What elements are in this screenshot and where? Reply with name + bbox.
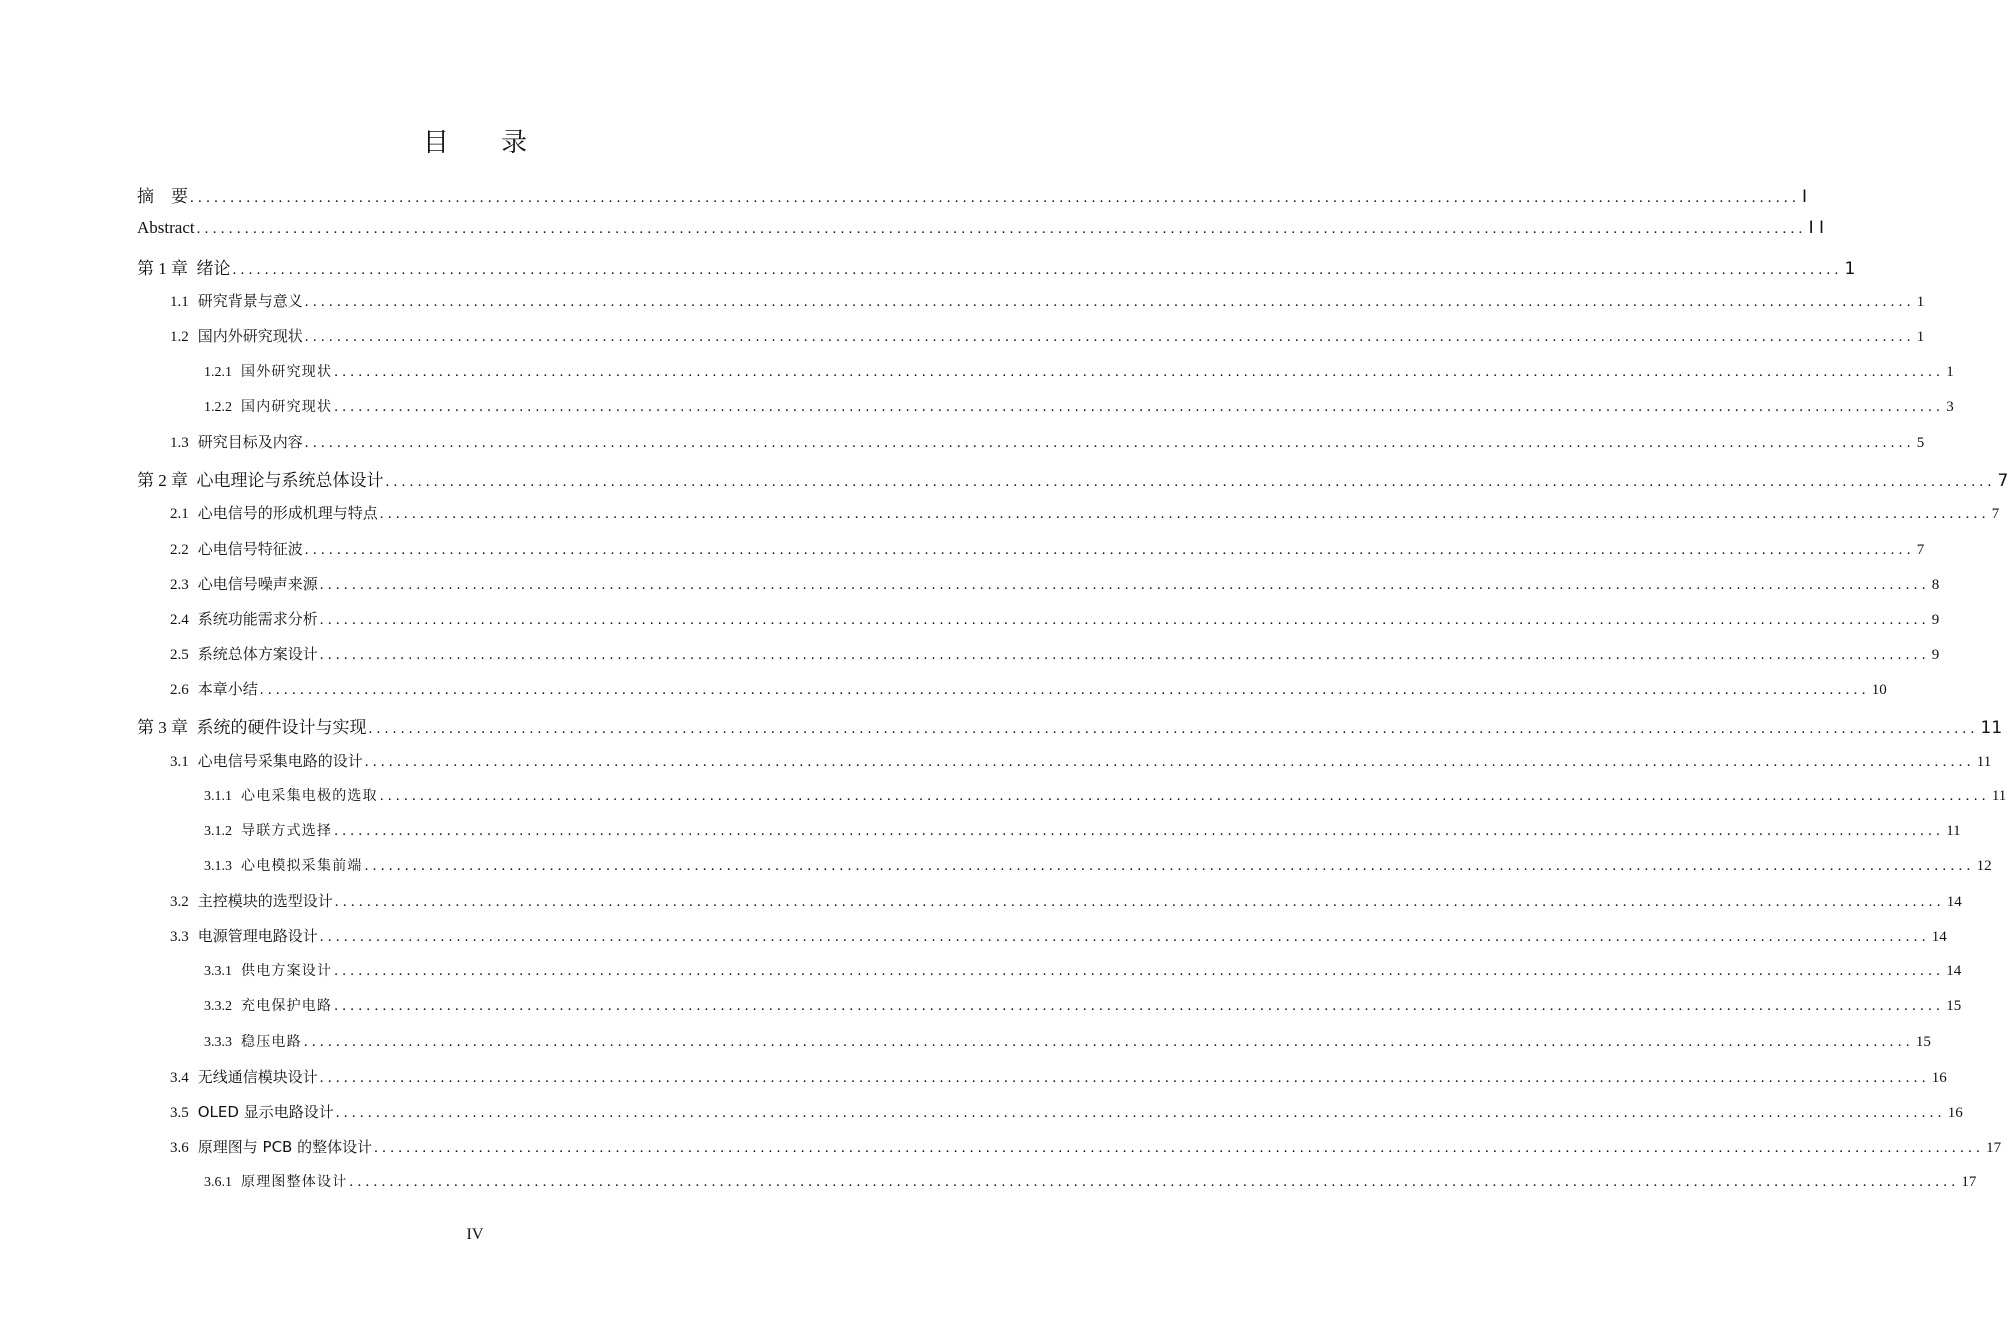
toc-entry-page: 5 <box>1916 435 1925 451</box>
toc-entry[interactable] <box>170 1136 2002 1157</box>
toc-entry-label <box>170 573 318 594</box>
toc-entry-label <box>170 502 378 523</box>
toc-entry-number: 3.1.3 <box>204 859 232 874</box>
toc-entry-number: 1.1 <box>170 294 189 310</box>
toc-entry-number: 1.2.2 <box>204 400 232 415</box>
toc-entry-label <box>137 254 231 279</box>
toc-entry-page: 11 <box>1976 754 1992 770</box>
toc-entry-title: 绪论 <box>196 259 231 279</box>
toc-entry-label <box>137 218 195 238</box>
toc-leader-dots: ........................................................................................................................................................................................................ <box>304 435 1915 451</box>
toc-entry-title: 心电理论与系统总体设计 <box>196 471 384 491</box>
toc-leader-dots: ........................................................................................................................................................................................................ <box>364 754 1975 770</box>
toc-entry-title: 充电保护电路 <box>241 998 333 1014</box>
toc-entry-number: 2.6 <box>170 682 189 698</box>
toc-entry[interactable] <box>137 218 1825 238</box>
toc-entry-title: 心电信号采集电路的设计 <box>197 752 363 770</box>
toc-entry-page: 16 <box>1931 1070 1947 1086</box>
toc-leader-dots: ........................................................................................................................................................................................................ <box>304 294 1915 310</box>
toc-entry-title: 摘 要 <box>137 187 188 207</box>
toc-entry-page: 7 <box>1997 471 2008 491</box>
toc-leader-dots: ........................................................................................................................................................................................................ <box>349 1174 1960 1190</box>
toc-entry[interactable] <box>137 466 2008 491</box>
toc-entry-number: 3.5 <box>170 1105 189 1121</box>
toc-entry[interactable] <box>170 925 1947 946</box>
toc-entry-page: 7 <box>1916 542 1925 558</box>
toc-entry-title: 系统功能需求分析 <box>197 610 318 628</box>
toc-leader-dots: ........................................................................................................................................................................................................ <box>190 190 1800 206</box>
toc-entry-page: 11 <box>1946 823 1961 839</box>
toc-entry-title: 系统总体方案设计 <box>197 645 318 663</box>
toc-entry-page: 11 <box>1991 788 2007 804</box>
toc-entry-number: 2.1 <box>170 506 189 522</box>
toc-entry-page: 3 <box>1946 399 1954 415</box>
toc-entry-title: 稳压电路 <box>241 1034 302 1050</box>
toc-entry-label <box>170 678 258 699</box>
toc-leader-dots: ........................................................................................................................................................................................................ <box>334 963 1945 979</box>
toc-entry-page: 14 <box>1946 894 1962 910</box>
toc-leader-dots: ........................................................................................................................................................................................................ <box>379 506 1990 522</box>
toc-entry-label <box>170 538 303 559</box>
toc-entry-label <box>204 361 332 381</box>
toc-entry-page: 1 <box>1844 259 1856 279</box>
toc-entry-label <box>170 750 363 771</box>
toc-entry-title: 心电信号的形成机理与特点 <box>197 504 378 522</box>
page-footer-number: IV <box>466 1226 484 1243</box>
toc-entry-title: 国内研究现状 <box>241 399 333 415</box>
toc-entry[interactable] <box>204 361 1954 381</box>
toc-entry[interactable] <box>170 573 1940 594</box>
toc-entry-label <box>170 325 303 346</box>
toc-entry-page: I <box>1802 187 1808 207</box>
toc-entry-label <box>137 466 384 491</box>
toc-title: 目 录 <box>422 128 550 158</box>
toc-entry[interactable] <box>170 431 1925 452</box>
toc-entry[interactable] <box>170 890 1962 911</box>
toc-entry[interactable] <box>204 960 1962 980</box>
toc-leader-dots: ........................................................................................................................................................................................................ <box>385 474 1996 490</box>
toc-leader-dots: ........................................................................................................................................................................................................ <box>319 647 1930 663</box>
toc-entry-page: I I <box>1808 218 1825 238</box>
toc-entry-number: 3.2 <box>170 894 189 910</box>
toc-entry-label <box>204 1031 302 1051</box>
toc-entry-page: 9 <box>1931 647 1940 663</box>
toc-entry[interactable] <box>170 750 1992 771</box>
toc-entry[interactable] <box>204 855 1992 875</box>
toc-entry-page: 8 <box>1931 577 1940 593</box>
toc-entry-number: 3.1.2 <box>204 824 232 839</box>
toc-entry-label <box>170 925 318 946</box>
toc-entry-number: 3.4 <box>170 1070 189 1086</box>
toc-entry-title: 研究背景与意义 <box>197 292 303 310</box>
toc-leader-dots: ........................................................................................................................................................................................................ <box>319 929 1930 945</box>
toc-leader-dots: ........................................................................................................................................................................................................ <box>232 262 1843 278</box>
toc-entry-number: 2.2 <box>170 542 189 558</box>
toc-leader-dots: ........................................................................................................................................................................................................ <box>196 221 1807 237</box>
toc-entry[interactable] <box>204 820 1961 840</box>
toc-entry-label <box>137 713 367 738</box>
toc-entry-label <box>170 1136 372 1157</box>
toc-entry-title: 国内外研究现状 <box>197 327 303 345</box>
toc-entry-page: 1 <box>1916 294 1925 310</box>
toc-entry-title: Abstract <box>137 218 195 237</box>
toc-entry-title: 国外研究现状 <box>241 364 333 380</box>
toc-entry-title: OLED 显示电路设计 <box>197 1103 334 1121</box>
toc-entry-label <box>204 960 332 980</box>
toc-entry-page: 9 <box>1931 612 1940 628</box>
toc-entry-title: 原理图整体设计 <box>241 1174 348 1190</box>
toc-entry-page: 15 <box>1915 1034 1931 1050</box>
toc-entry[interactable] <box>170 1066 1947 1087</box>
toc-entry-number: 2.3 <box>170 577 189 593</box>
toc-entry-page: 1 <box>1916 329 1925 345</box>
toc-entry-page: 7 <box>1991 506 2000 522</box>
toc-leader-dots: ........................................................................................................................................................................................................ <box>304 329 1915 345</box>
toc-entry[interactable] <box>170 538 1925 559</box>
toc-entry-number: 3.1 <box>170 754 189 770</box>
toc-entry[interactable] <box>204 995 1962 1015</box>
toc-entry-title: 系统的硬件设计与实现 <box>196 718 367 738</box>
toc-entry[interactable] <box>170 325 1925 346</box>
toc-entry-label <box>204 396 332 416</box>
toc-leader-dots: ........................................................................................................................................................................................................ <box>334 894 1945 910</box>
toc-entry-title: 本章小结 <box>197 680 258 698</box>
toc-entry-title: 无线通信模块设计 <box>197 1068 318 1086</box>
toc-entry-label <box>170 290 303 311</box>
toc-entry-number: 3.6.1 <box>204 1175 232 1190</box>
toc-entry-page: 16 <box>1947 1105 1963 1121</box>
toc-leader-dots: ........................................................................................................................................................................................................ <box>335 1105 1946 1121</box>
toc-entry-number: 1.3 <box>170 435 189 451</box>
toc-entry-title: 主控模块的选型设计 <box>197 892 333 910</box>
toc-entry-label <box>204 1171 347 1191</box>
toc-entry-page: 14 <box>1931 929 1947 945</box>
toc-entry-label <box>170 608 318 629</box>
toc-leader-dots: ........................................................................................................................................................................................................ <box>368 721 1979 737</box>
toc-leader-dots: ........................................................................................................................................................................................................ <box>259 682 1870 698</box>
toc-entry-page: 17 <box>1961 1174 1977 1190</box>
toc-entry-title: 原理图与 PCB 的整体设计 <box>197 1138 373 1156</box>
toc-entry[interactable] <box>170 290 1925 311</box>
toc-entry-number: 3.6 <box>170 1140 189 1156</box>
toc-entry[interactable] <box>170 678 1887 699</box>
toc-entry-title: 供电方案设计 <box>241 963 333 979</box>
toc-entry-label <box>204 820 332 840</box>
toc-leader-dots: ........................................................................................................................................................................................................ <box>334 364 1945 380</box>
toc-entry-number: 3.3.2 <box>204 999 232 1014</box>
toc-entry-page: 10 <box>1871 682 1887 698</box>
toc-entry-page: 1 <box>1946 364 1954 380</box>
toc-entry[interactable] <box>204 1171 1977 1191</box>
toc-entry-label <box>204 785 378 805</box>
toc-entry-title: 心电采集电极的选取 <box>241 788 378 804</box>
toc-entry-number: 2.5 <box>170 647 189 663</box>
toc-entry-label <box>137 182 188 207</box>
toc-entry[interactable] <box>204 396 1954 416</box>
toc-entry-label <box>170 890 333 911</box>
toc-entry-label <box>170 643 318 664</box>
toc-entry-page: 15 <box>1946 998 1962 1014</box>
toc-entry-number: 3.1.1 <box>204 789 232 804</box>
toc-entry-number: 1.2.1 <box>204 365 232 380</box>
toc-entry[interactable] <box>204 1031 1931 1051</box>
toc-leader-dots: ........................................................................................................................................................................................................ <box>303 1034 1914 1050</box>
toc-entry-title: 导联方式选择 <box>241 823 333 839</box>
toc-leader-dots: ........................................................................................................................................................................................................ <box>334 998 1945 1014</box>
toc-entry-page: 17 <box>1986 1140 2002 1156</box>
toc-entry[interactable] <box>137 254 1856 279</box>
toc-entry-label <box>170 431 303 452</box>
toc-entry-title: 电源管理电路设计 <box>197 927 318 945</box>
toc-entry-title: 心电模拟采集前端 <box>241 858 363 874</box>
toc-entry-number: 第 2 章 <box>137 471 188 490</box>
toc-leader-dots: ........................................................................................................................................................................................................ <box>334 823 1945 839</box>
toc-entry[interactable] <box>137 713 2003 738</box>
toc-entry-number: 2.4 <box>170 612 189 628</box>
toc-leader-dots: ........................................................................................................................................................................................................ <box>319 577 1930 593</box>
toc-entry-number: 第 1 章 <box>137 259 188 278</box>
toc-entry[interactable] <box>170 608 1940 629</box>
toc-entry[interactable] <box>204 785 2007 805</box>
toc-leader-dots: ........................................................................................................................................................................................................ <box>304 542 1915 558</box>
toc-entry[interactable] <box>170 502 2000 523</box>
toc-leader-dots: ........................................................................................................................................................................................................ <box>319 612 1930 628</box>
toc-leader-dots: ........................................................................................................................................................................................................ <box>319 1070 1930 1086</box>
toc-entry[interactable] <box>137 182 1808 207</box>
toc-entry-title: 心电信号特征波 <box>197 540 303 558</box>
toc-entry-number: 3.3 <box>170 929 189 945</box>
toc-entry-number: 3.3.3 <box>204 1035 232 1050</box>
toc-entry-page: 12 <box>1976 858 1992 874</box>
toc-entry-label <box>170 1101 334 1122</box>
toc-entry-title: 心电信号噪声来源 <box>197 575 318 593</box>
toc-entry-page: 14 <box>1946 963 1962 979</box>
toc-entry[interactable] <box>170 643 1940 664</box>
toc-leader-dots: ........................................................................................................................................................................................................ <box>374 1140 1985 1156</box>
toc-leader-dots: ........................................................................................................................................................................................................ <box>364 858 1975 874</box>
toc-entry-label <box>204 995 332 1015</box>
toc-leader-dots: ........................................................................................................................................................................................................ <box>379 788 1990 804</box>
toc-entry-number: 第 3 章 <box>137 718 188 737</box>
toc-entry[interactable] <box>170 1101 1963 1122</box>
toc-leader-dots: ........................................................................................................................................................................................................ <box>334 399 1945 415</box>
toc-entry-number: 1.2 <box>170 329 189 345</box>
toc-entry-number: 3.3.1 <box>204 964 232 979</box>
toc-entry-label <box>204 855 363 875</box>
toc-entry-page: 11 <box>1980 718 2003 738</box>
toc-entry-label <box>170 1066 318 1087</box>
toc-entry-title: 研究目标及内容 <box>197 433 303 451</box>
